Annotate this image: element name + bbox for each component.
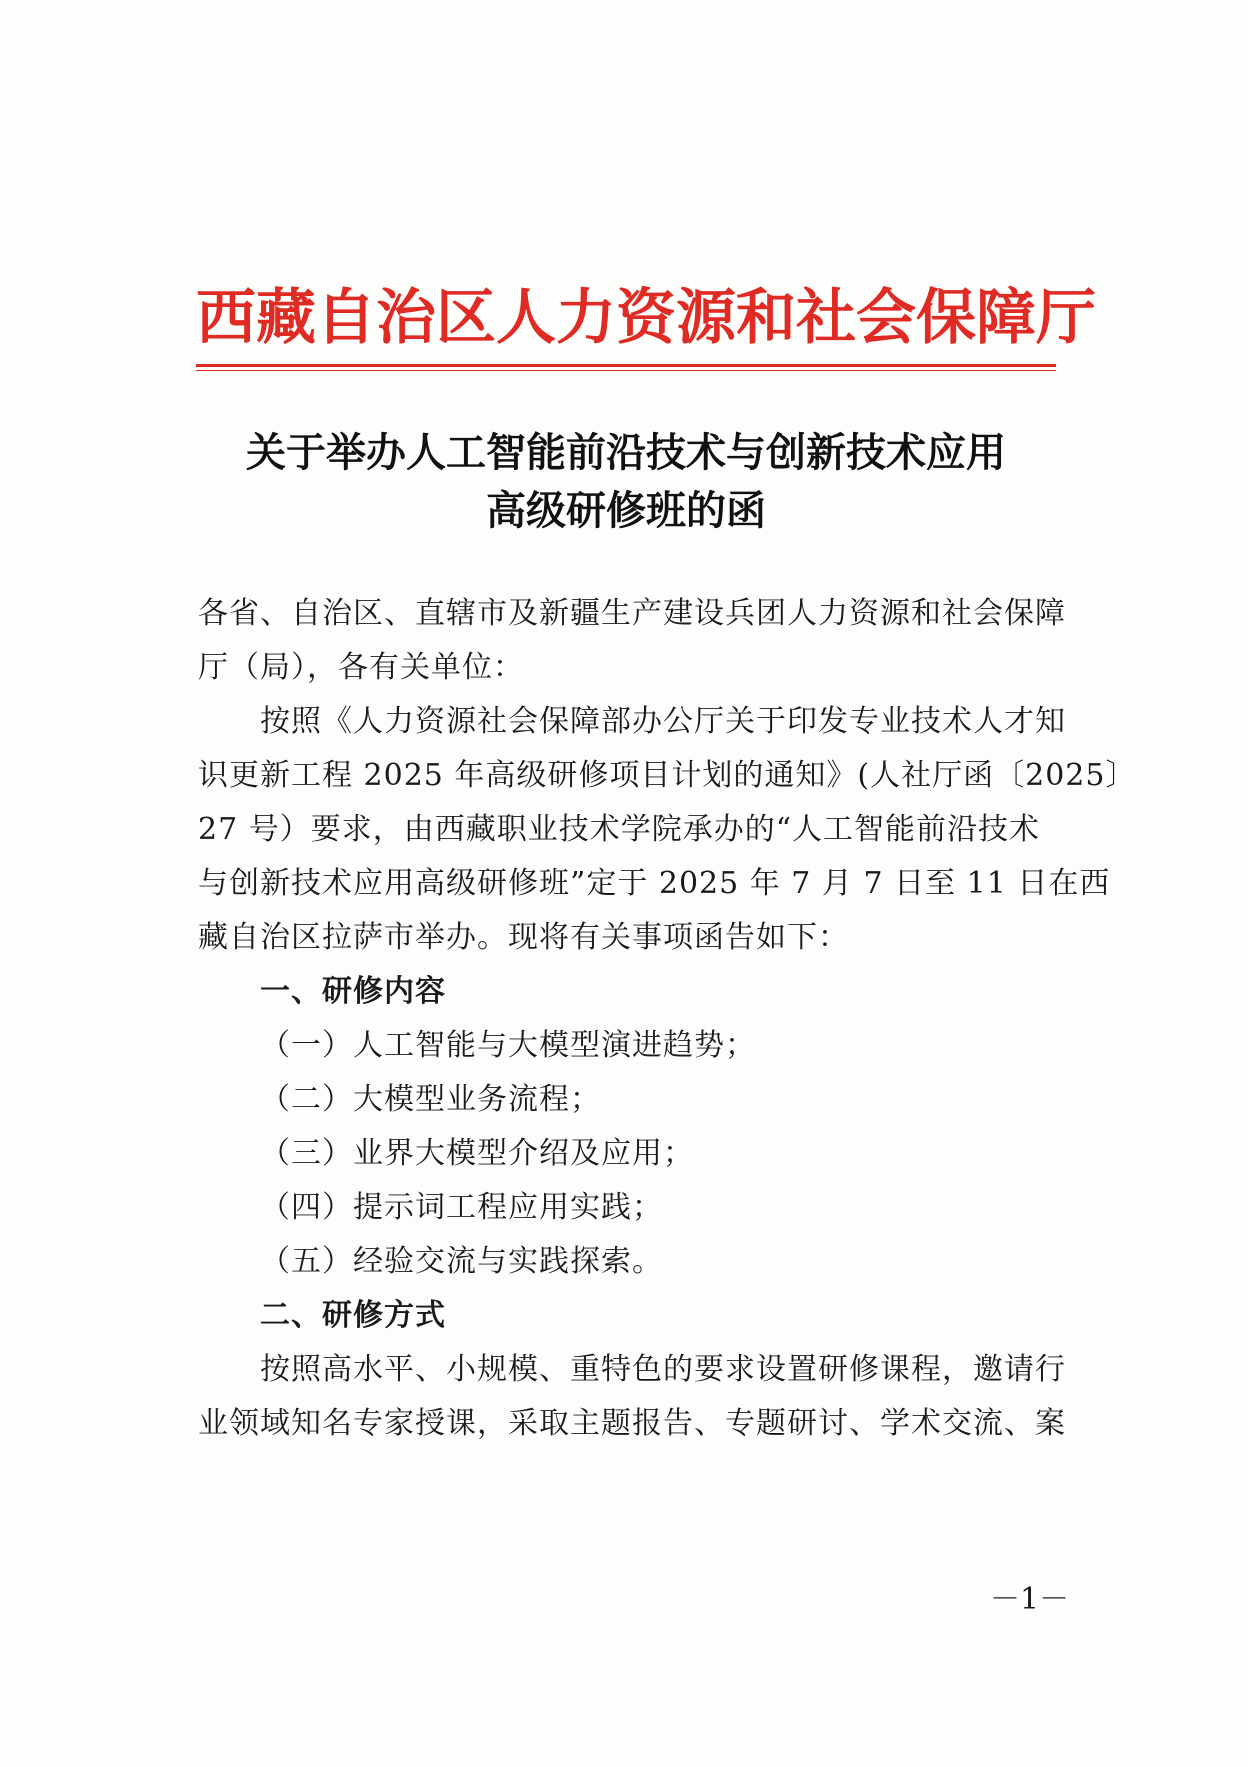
list-item: （一）人工智能与大模型演进趋势；: [260, 1028, 756, 1063]
body-paragraph-line: 识更新工程 2025 年高级研修项目计划的通知》(人社厅函〔2025〕: [198, 758, 1137, 793]
list-item: （四）提示词工程应用实践；: [260, 1190, 663, 1225]
list-item: （三）业界大模型介绍及应用；: [260, 1136, 694, 1171]
body-paragraph-line: 27 号）要求，由西藏职业技术学院承办的“人工智能前沿技术: [198, 812, 1041, 847]
body-paragraph-line: 业领域知名专家授课，采取主题报告、专题研讨、学术交流、案: [198, 1406, 1066, 1441]
section-heading-1: 一、研修内容: [260, 974, 446, 1009]
salutation-line-1: 各省、自治区、直辖市及新疆生产建设兵团人力资源和社会保障: [198, 596, 1066, 631]
document-title: [196, 424, 1056, 540]
list-item: （五）经验交流与实践探索。: [260, 1244, 663, 1279]
salutation-line-2: 厅（局），各有关单位：: [198, 650, 524, 685]
document-title-line-1: 关于举办人工智能前沿技术与创新技术应用: [246, 429, 1006, 476]
masthead-org-name: 西藏自治区人力资源和社会保障厅: [196, 283, 1096, 353]
list-item: （二）大模型业务流程；: [260, 1082, 601, 1117]
page-number: －1－: [990, 1582, 1070, 1617]
body-paragraph-line: 按照高水平、小规模、重特色的要求设置研修课程，邀请行: [260, 1352, 1066, 1387]
document-title-line-2: 高级研修班的函: [486, 487, 766, 534]
section-heading-2: 二、研修方式: [260, 1298, 446, 1333]
masthead-red-rule-thin: [196, 370, 1056, 371]
body-paragraph-line: 与创新技术应用高级研修班”定于 2025 年 7 月 7 日至 11 日在西: [198, 866, 1111, 901]
body-paragraph-line: 藏自治区拉萨市举办。现将有关事项函告如下：: [198, 920, 849, 955]
masthead-red-rule: [196, 364, 1056, 367]
body-paragraph-line: 按照《人力资源社会保障部办公厅关于印发专业技术人才知: [260, 704, 1066, 739]
document-body: [198, 587, 1137, 1451]
